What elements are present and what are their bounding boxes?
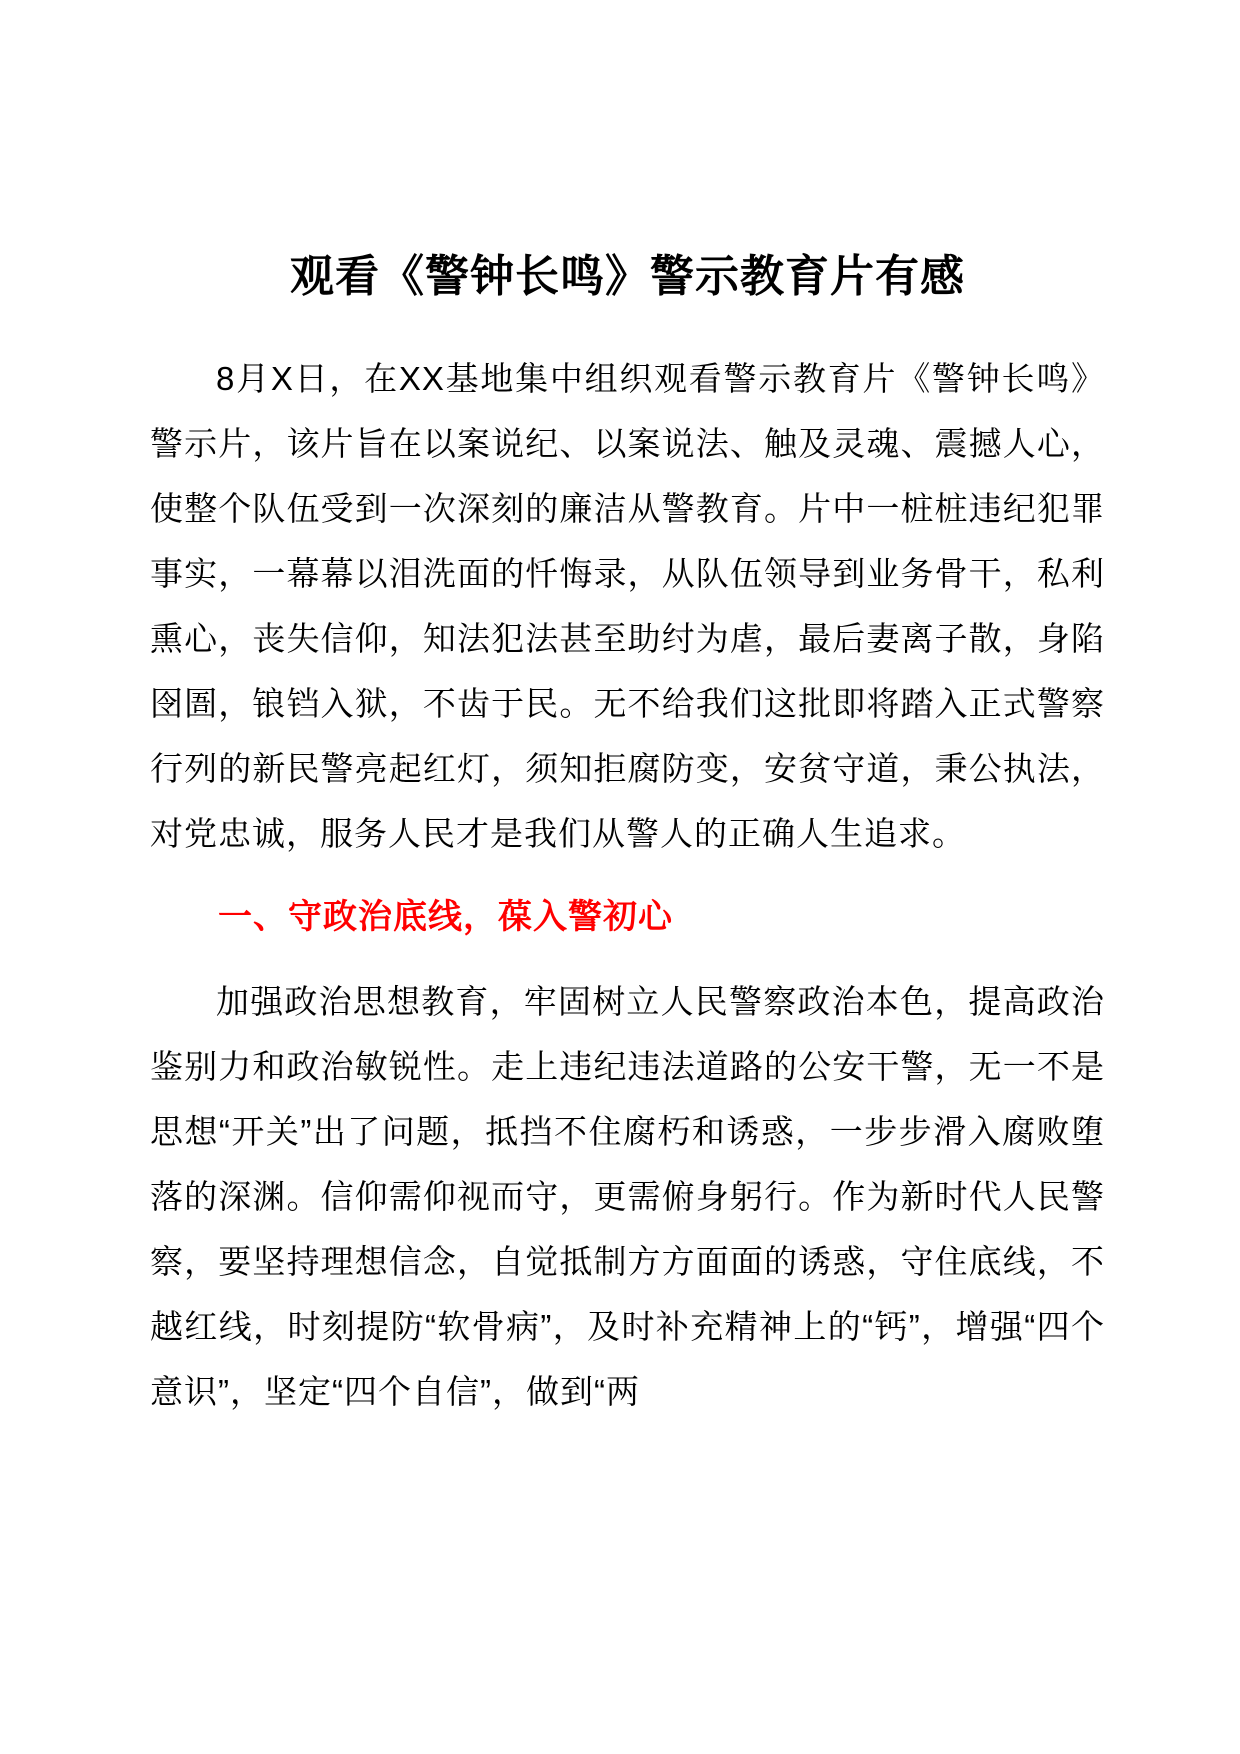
paragraph-intro: 8月X日，在XX基地集中组织观看警示教育片《警钟长鸣》警示片，该片旨在以案说纪、以案说法、触及灵魂、震撼人心，使整个队伍受到一次深刻的廉洁从警教育。片中一桩桩违纪犯罪事实，一幕幕以泪洗面的忏悔录，从队伍领导到业务骨干，私利熏心，丧失信仰，知法犯法甚至助纣为虐，最后妻离子散，身陷囹圄，锒铛入狱，不齿于民。无不给我们这批即将踏入正式警察行列的新民警亮起红灯，须知拒腐防变，安贫守道，秉公执法，对党忠诚，服务人民才是我们从警人的正确人生追求。	[150, 359, 1105, 852]
paragraph-section-1: 加强政治思想教育，牢固树立人民警察政治本色，提高政治鉴别力和政治敏锐性。走上违纪违法道路的公安干警，无一不是思想“开关”出了问题，抵挡不住腐朽和诱惑，一步步滑入腐败堕落的深渊。信仰需仰视而守，更需俯身躬行。作为新时代人民警察，要坚持理想信念，自觉抵制方方面面的诱惑，守住底线，不越红线，时刻提防“软骨病”，及时补充精神上的“钙”，增强“四个意识”，坚定“四个自信”，做到“两	[150, 982, 1105, 1410]
document-title: 观看《警钟长鸣》警示教育片有感	[290, 252, 965, 301]
section-heading-1: 一、守政治底线，葆入警初心	[218, 897, 673, 936]
